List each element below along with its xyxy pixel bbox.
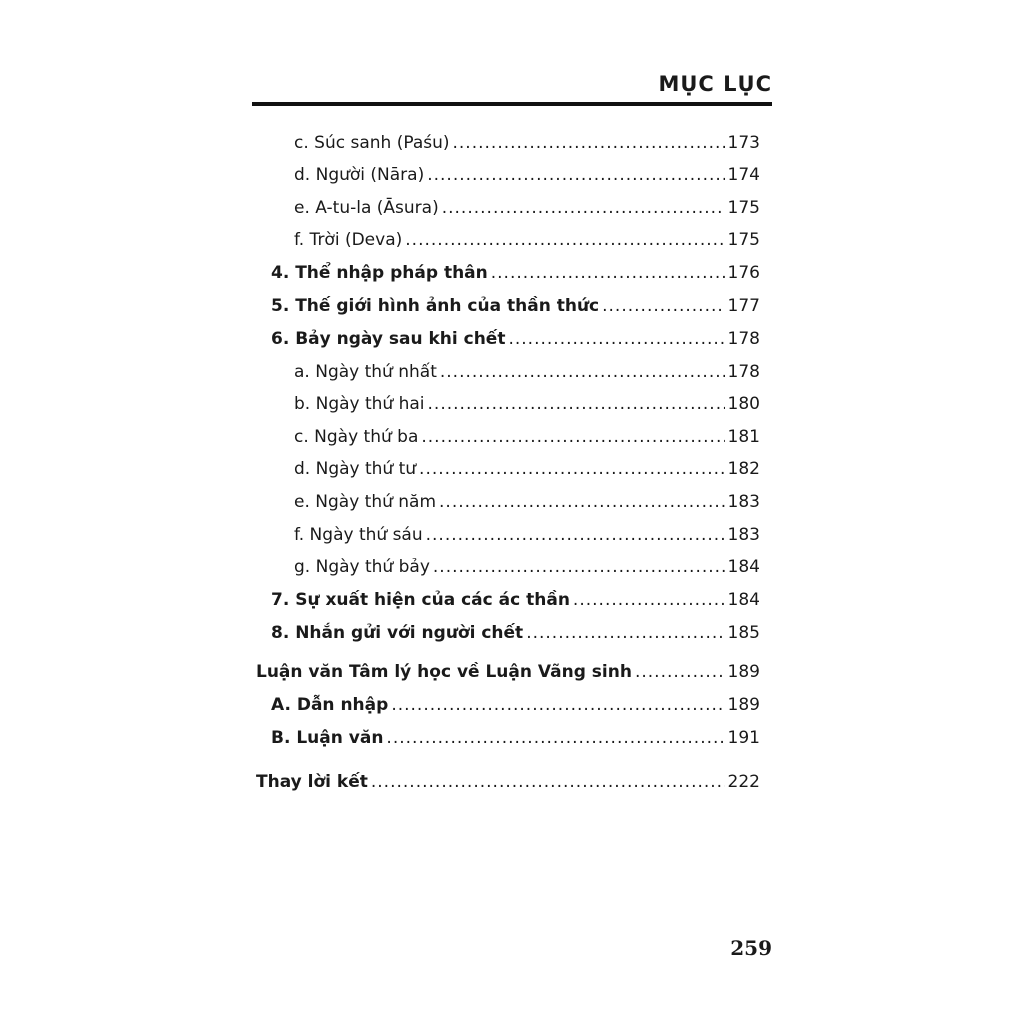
toc-entry[interactable]	[256, 771, 760, 793]
toc-entry[interactable]	[294, 458, 760, 480]
toc-entry[interactable]	[271, 262, 760, 284]
toc-entry-title: a. Ngày thứ nhất	[294, 362, 437, 382]
toc-entry-page: 182	[727, 459, 760, 479]
toc-entry-page: 184	[727, 590, 760, 610]
toc-entry-page: 183	[727, 525, 760, 545]
toc-entry[interactable]	[271, 727, 760, 749]
toc-entry-page: 189	[727, 695, 760, 715]
toc-entry-title: e. Ngày thứ năm	[294, 492, 437, 512]
toc-entry-title: d. Người (Nāra)	[294, 165, 425, 185]
dot-leader	[433, 556, 725, 578]
toc-entry-title: 5. Thế giới hình ảnh của thần thức	[271, 296, 600, 316]
dot-leader	[526, 622, 724, 644]
toc-entry[interactable]	[271, 328, 760, 350]
toc-entry-title: c. Ngày thứ ba	[294, 427, 419, 447]
dot-leader	[440, 361, 725, 383]
dot-leader	[602, 295, 724, 317]
toc-entry-title: e. A-tu-la (Āsura)	[294, 198, 439, 218]
section-header: MỤC LỤC	[658, 72, 772, 96]
toc-entry[interactable]	[271, 295, 760, 317]
dot-leader	[421, 426, 724, 448]
toc-entry-title: c. Súc sanh (Paśu)	[294, 133, 450, 153]
toc-entry-title: Thay lời kết	[256, 772, 368, 792]
dot-leader	[442, 197, 725, 219]
toc-entry-title: A. Dẫn nhập	[271, 695, 389, 715]
toc-entry-title: f. Trời (Deva)	[294, 230, 403, 250]
toc-entry[interactable]	[271, 589, 760, 611]
toc-entry[interactable]	[294, 229, 760, 251]
dot-leader	[371, 771, 725, 793]
toc-entry-page: 175	[727, 198, 760, 218]
toc-entry[interactable]	[294, 164, 760, 186]
toc-entry-page: 174	[727, 165, 760, 185]
toc-entry-page: 173	[727, 133, 760, 153]
toc-entry-page: 189	[727, 662, 760, 682]
toc-entry-page: 183	[727, 492, 760, 512]
toc-entry[interactable]	[294, 132, 760, 154]
toc-entry[interactable]	[294, 393, 760, 415]
toc-entry-title: f. Ngày thứ sáu	[294, 525, 423, 545]
toc-entry-page: 175	[727, 230, 760, 250]
dot-leader	[508, 328, 724, 350]
toc-entry-page: 178	[727, 362, 760, 382]
toc-entry-page: 178	[727, 329, 760, 349]
toc-entry[interactable]	[271, 694, 760, 716]
toc-entry-title: Luận văn Tâm lý học về Luận Vãng sinh	[256, 662, 632, 682]
toc-entry-title: b. Ngày thứ hai	[294, 394, 425, 414]
toc-entry-page: 191	[727, 728, 760, 748]
page-number: 259	[730, 936, 772, 960]
toc-entry[interactable]	[294, 524, 760, 546]
toc-entry-title: g. Ngày thứ bảy	[294, 557, 430, 577]
dot-leader	[491, 262, 725, 284]
dot-leader	[386, 727, 724, 749]
toc-entry-page: 176	[727, 263, 760, 283]
toc-entry[interactable]	[294, 556, 760, 578]
toc-entry-page: 222	[727, 772, 760, 792]
toc-entry[interactable]	[294, 197, 760, 219]
toc-entry-page: 181	[727, 427, 760, 447]
dot-leader	[419, 458, 725, 480]
dot-leader	[426, 524, 725, 546]
toc-entry[interactable]	[271, 622, 760, 644]
toc-entry[interactable]	[294, 426, 760, 448]
toc-entry-page: 184	[727, 557, 760, 577]
toc-entry[interactable]	[256, 661, 760, 683]
toc-entry[interactable]	[294, 361, 760, 383]
dot-leader	[405, 229, 724, 251]
toc-entry-title: 8. Nhắn gửi với người chết	[271, 623, 524, 643]
dot-leader	[635, 661, 725, 683]
dot-leader	[391, 694, 724, 716]
toc-entry-title: 6. Bảy ngày sau khi chết	[271, 329, 506, 349]
toc-entry-title: 4. Thể nhập pháp thân	[271, 263, 488, 283]
toc-entry-title: d. Ngày thứ tư	[294, 459, 417, 479]
dot-leader	[573, 589, 725, 611]
toc-entry-page: 185	[727, 623, 760, 643]
dot-leader	[453, 132, 725, 154]
toc-entry[interactable]	[294, 491, 760, 513]
toc-entry-page: 180	[727, 394, 760, 414]
dot-leader	[427, 164, 724, 186]
dot-leader	[439, 491, 725, 513]
dot-leader	[428, 393, 725, 415]
toc-entry-page: 177	[727, 296, 760, 316]
toc-entry-title: 7. Sự xuất hiện của các ác thần	[271, 590, 570, 610]
toc-entry-title: B. Luận văn	[271, 728, 384, 748]
